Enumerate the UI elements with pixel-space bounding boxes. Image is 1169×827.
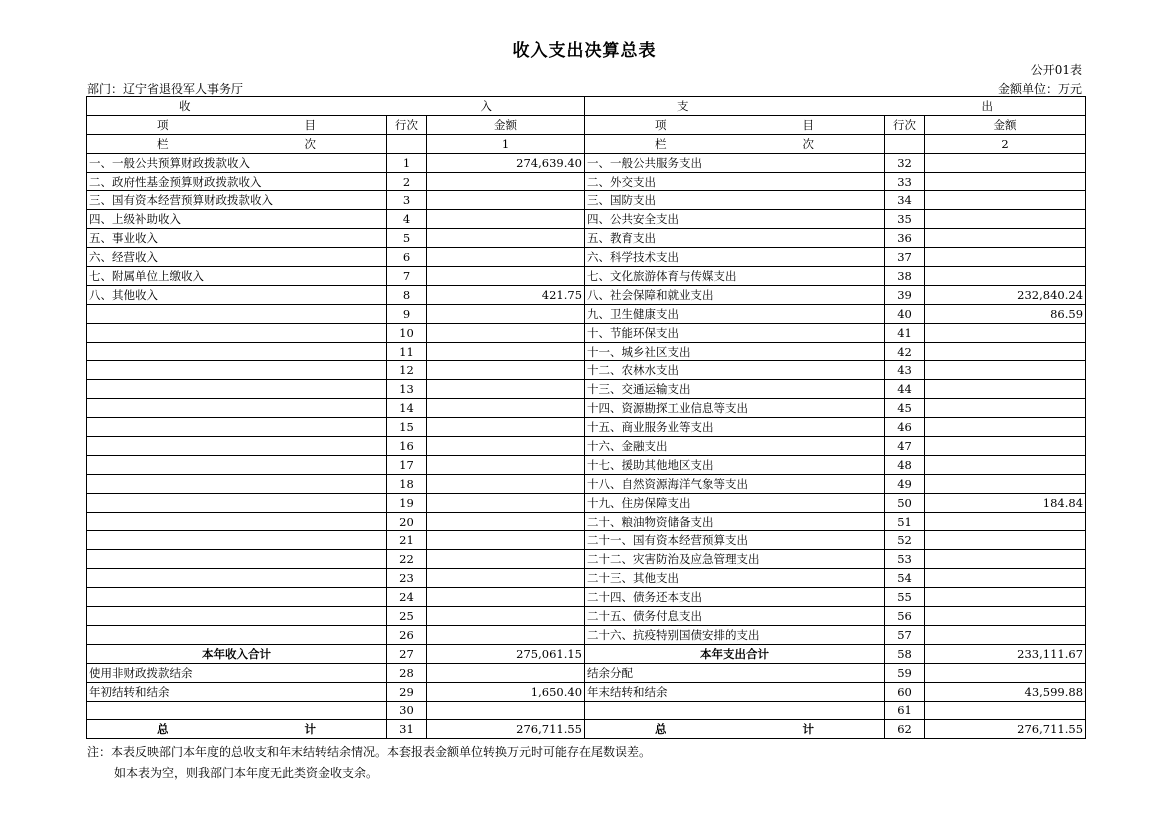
- expense-row-no: 54: [885, 569, 925, 588]
- table-row: [87, 682, 1086, 701]
- expense-head-char-1: 支: [677, 98, 689, 113]
- table-row: [87, 512, 1086, 531]
- income-item: [87, 455, 387, 474]
- expense-row-no: 51: [885, 512, 925, 531]
- income-row-no: 28: [387, 663, 427, 682]
- income-item: 年初结转和结余: [87, 682, 387, 701]
- income-amount: [427, 474, 585, 493]
- expense-row-no: 62: [885, 720, 925, 739]
- income-row-no: 13: [387, 380, 427, 399]
- income-item: 二、政府性基金预算财政拨款收入: [87, 172, 387, 191]
- income-item-header: [87, 115, 387, 134]
- income-amount: [427, 361, 585, 380]
- expense-item: 一、一般公共服务支出: [585, 153, 885, 172]
- expense-amount: [925, 267, 1086, 286]
- expense-amount: [925, 153, 1086, 172]
- income-row-no: 22: [387, 550, 427, 569]
- department-label: 部门：辽宁省退役军人事务厅: [87, 82, 244, 96]
- income-amount: [427, 531, 585, 550]
- header-row-columns: [87, 115, 1086, 134]
- income-amount: [427, 342, 585, 361]
- table-row: [87, 210, 1086, 229]
- income-amount: [427, 267, 585, 286]
- income-row-no: 7: [387, 267, 427, 286]
- income-row-no: 14: [387, 399, 427, 418]
- expense-row-no-header: 行次: [885, 115, 925, 134]
- expense-item: 八、社会保障和就业支出: [585, 285, 885, 304]
- expense-amount: [925, 361, 1086, 380]
- grand-total-label-char: 计: [304, 722, 316, 737]
- income-amount: [427, 229, 585, 248]
- expense-item: 结余分配: [585, 663, 885, 682]
- table-row: [87, 248, 1086, 267]
- expense-row-no: 61: [885, 701, 925, 720]
- income-row-no-header: 行次: [387, 115, 427, 134]
- budget-summary-table: [86, 96, 1086, 739]
- income-item: [87, 512, 387, 531]
- table-row: [87, 550, 1086, 569]
- income-row-no: 26: [387, 625, 427, 644]
- expense-item: 十三、交通运输支出: [585, 380, 885, 399]
- expense-column-number: 2: [925, 134, 1086, 153]
- income-amount: 421.75: [427, 285, 585, 304]
- income-item: 七、附属单位上缴收入: [87, 267, 387, 286]
- table-row: [87, 663, 1086, 682]
- income-row-no: 15: [387, 418, 427, 437]
- income-amount: [427, 607, 585, 626]
- income-head-char-1: 收: [179, 98, 191, 113]
- expense-amount: [925, 399, 1086, 418]
- expense-row-no: 47: [885, 437, 925, 456]
- table-row: [87, 474, 1086, 493]
- grand-total-label-char: 总: [655, 722, 667, 737]
- expense-amount: [925, 663, 1086, 682]
- expense-row-no: 59: [885, 663, 925, 682]
- expense-item: 十四、资源勘探工业信息等支出: [585, 399, 885, 418]
- expense-item: 十五、商业服务业等支出: [585, 418, 885, 437]
- column-head-char-1: 栏: [655, 136, 667, 151]
- income-row-no: 3: [387, 191, 427, 210]
- expense-item: 二十、粮油物资储备支出: [585, 512, 885, 531]
- expense-amount: 86.59: [925, 304, 1086, 323]
- footnote-line-2: 如本表为空，则我部门本年度无此类资金收支余。: [114, 766, 379, 780]
- expense-row-no: 41: [885, 323, 925, 342]
- table-row: [87, 569, 1086, 588]
- expense-item: [585, 701, 885, 720]
- expense-row-no: 50: [885, 493, 925, 512]
- income-item: [87, 588, 387, 607]
- table-row: [87, 229, 1086, 248]
- income-column-number: 1: [427, 134, 585, 153]
- expense-amount: 233,111.67: [925, 644, 1086, 663]
- column-head-char-1: 栏: [157, 136, 169, 151]
- expense-row-no: 56: [885, 607, 925, 626]
- expense-item: 二十一、国有资本经营预算支出: [585, 531, 885, 550]
- income-item: 五、事业收入: [87, 229, 387, 248]
- expense-amount: [925, 550, 1086, 569]
- expense-row-no: 39: [885, 285, 925, 304]
- income-amount: [427, 701, 585, 720]
- expense-grand-total-amount: 276,711.55: [925, 720, 1086, 739]
- expense-amount: [925, 418, 1086, 437]
- income-amount: [427, 625, 585, 644]
- expense-row-no: 46: [885, 418, 925, 437]
- expense-amount: [925, 455, 1086, 474]
- expense-amount-header: 金额: [925, 115, 1086, 134]
- table-row: [87, 380, 1086, 399]
- income-item: [87, 342, 387, 361]
- column-head-char-2: 次: [802, 136, 815, 151]
- income-item: [87, 323, 387, 342]
- expense-item-header: [585, 115, 885, 134]
- expense-item: 二十二、灾害防治及应急管理支出: [585, 550, 885, 569]
- income-header: [87, 97, 585, 116]
- expense-amount: 43,599.88: [925, 682, 1086, 701]
- expense-row-no: 49: [885, 474, 925, 493]
- income-amount: [427, 455, 585, 474]
- income-item: 一、一般公共预算财政拨款收入: [87, 153, 387, 172]
- income-row-no: 24: [387, 588, 427, 607]
- expense-amount: [925, 342, 1086, 361]
- expense-item: 十一、城乡社区支出: [585, 342, 885, 361]
- table-row: [87, 418, 1086, 437]
- expense-row-no: 42: [885, 342, 925, 361]
- income-item: [87, 569, 387, 588]
- income-item: 四、上级补助收入: [87, 210, 387, 229]
- income-row-no: 2: [387, 172, 427, 191]
- expense-row-no: 52: [885, 531, 925, 550]
- expense-item: 十八、自然资源海洋气象等支出: [585, 474, 885, 493]
- expense-amount: [925, 474, 1086, 493]
- expense-item: 十九、住房保障支出: [585, 493, 885, 512]
- table-row: [87, 493, 1086, 512]
- income-row-no: 5: [387, 229, 427, 248]
- income-item: [87, 550, 387, 569]
- income-row-no: 11: [387, 342, 427, 361]
- table-row: [87, 342, 1086, 361]
- income-item: [87, 361, 387, 380]
- income-item: 三、国有资本经营预算财政拨款收入: [87, 191, 387, 210]
- expense-amount: 232,840.24: [925, 285, 1086, 304]
- table-row: [87, 455, 1086, 474]
- income-item: [87, 399, 387, 418]
- expense-head-char-2: 出: [981, 98, 994, 113]
- table-row: [87, 531, 1086, 550]
- expense-item: 二十四、债务还本支出: [585, 588, 885, 607]
- income-row-no: 10: [387, 323, 427, 342]
- income-grand-total-label: [87, 720, 387, 739]
- income-column-label: [87, 134, 387, 153]
- grand-total-row: [87, 720, 1086, 739]
- expense-row-no: 44: [885, 380, 925, 399]
- income-row-no: 6: [387, 248, 427, 267]
- expense-amount: 184.84: [925, 493, 1086, 512]
- item-head-char-1: 项: [655, 117, 667, 132]
- expense-amount: [925, 588, 1086, 607]
- expense-row-no-blank: [885, 134, 925, 153]
- income-amount: [427, 588, 585, 607]
- income-item: [87, 493, 387, 512]
- expense-amount: [925, 437, 1086, 456]
- expense-item: 十六、金融支出: [585, 437, 885, 456]
- expense-item: 四、公共安全支出: [585, 210, 885, 229]
- expense-amount: [925, 380, 1086, 399]
- income-amount: [427, 380, 585, 399]
- income-item: [87, 474, 387, 493]
- income-row-no: 12: [387, 361, 427, 380]
- table-row: [87, 285, 1086, 304]
- expense-row-no: 60: [885, 682, 925, 701]
- expense-item: 年末结转和结余: [585, 682, 885, 701]
- expense-amount: [925, 531, 1086, 550]
- income-item: [87, 625, 387, 644]
- expense-item: 二十六、抗疫特别国债安排的支出: [585, 625, 885, 644]
- footnote-line-1: 注：本表反映部门本年度的总收支和年末结转结余情况。本套报表金额单位转换万元时可能存在尾数误差。: [87, 745, 652, 759]
- income-amount: [427, 172, 585, 191]
- form-code: 公开01表: [1030, 63, 1082, 77]
- item-head-char-2: 目: [802, 117, 815, 132]
- income-amount: 1,650.40: [427, 682, 585, 701]
- expense-item: 二、外交支出: [585, 172, 885, 191]
- income-amount: [427, 437, 585, 456]
- expense-amount: [925, 323, 1086, 342]
- expense-item: 二十三、其他支出: [585, 569, 885, 588]
- income-row-no: 23: [387, 569, 427, 588]
- table-row: [87, 304, 1086, 323]
- expense-row-no: 43: [885, 361, 925, 380]
- table-row: [87, 399, 1086, 418]
- income-row-no: 1: [387, 153, 427, 172]
- expense-amount: [925, 625, 1086, 644]
- expense-amount: [925, 607, 1086, 626]
- income-row-no: 4: [387, 210, 427, 229]
- expense-row-no: 35: [885, 210, 925, 229]
- income-item: [87, 304, 387, 323]
- income-amount: [427, 663, 585, 682]
- grand-total-label-char: 计: [802, 722, 815, 737]
- income-row-no: 31: [387, 720, 427, 739]
- table-row: [87, 172, 1086, 191]
- income-item: [87, 701, 387, 720]
- income-row-no: 17: [387, 455, 427, 474]
- income-row-no: 21: [387, 531, 427, 550]
- item-head-char-1: 项: [157, 117, 169, 132]
- income-item: [87, 531, 387, 550]
- expense-row-no: 38: [885, 267, 925, 286]
- expense-row-no: 45: [885, 399, 925, 418]
- header-row-column-numbers: [87, 134, 1086, 153]
- expense-item: 九、卫生健康支出: [585, 304, 885, 323]
- income-row-no: 9: [387, 304, 427, 323]
- income-amount: [427, 210, 585, 229]
- income-amount-header: 金额: [427, 115, 585, 134]
- income-row-no-blank: [387, 134, 427, 153]
- income-amount: [427, 493, 585, 512]
- expense-header: [585, 97, 1086, 116]
- income-item: [87, 380, 387, 399]
- expense-amount: [925, 191, 1086, 210]
- table-row: [87, 267, 1086, 286]
- unit-label: 金额单位：万元: [997, 82, 1082, 96]
- expense-amount: [925, 248, 1086, 267]
- year-total-row: [87, 644, 1086, 663]
- expense-row-no: 34: [885, 191, 925, 210]
- expense-item: 六、科学技术支出: [585, 248, 885, 267]
- expense-item: 十、节能环保支出: [585, 323, 885, 342]
- expense-row-no: 40: [885, 304, 925, 323]
- income-item: 六、经营收入: [87, 248, 387, 267]
- expense-item: 五、教育支出: [585, 229, 885, 248]
- income-row-no: 25: [387, 607, 427, 626]
- income-amount: [427, 569, 585, 588]
- income-amount: [427, 550, 585, 569]
- expense-amount: [925, 701, 1086, 720]
- expense-amount: [925, 512, 1086, 531]
- expense-item: 二十五、债务付息支出: [585, 607, 885, 626]
- table-row: [87, 588, 1086, 607]
- table-row: [87, 701, 1086, 720]
- income-amount: [427, 304, 585, 323]
- header-row-income-expense: [87, 97, 1086, 116]
- expense-column-label: [585, 134, 885, 153]
- table-row: [87, 191, 1086, 210]
- expense-row-no: 37: [885, 248, 925, 267]
- income-item: [87, 418, 387, 437]
- income-row-no: 27: [387, 644, 427, 663]
- income-amount: [427, 399, 585, 418]
- income-amount: [427, 323, 585, 342]
- table-row: [87, 607, 1086, 626]
- column-head-char-2: 次: [304, 136, 316, 151]
- income-row-no: 18: [387, 474, 427, 493]
- expense-item: 十二、农林水支出: [585, 361, 885, 380]
- expense-grand-total-label: [585, 720, 885, 739]
- income-amount: 274,639.40: [427, 153, 585, 172]
- income-row-no: 8: [387, 285, 427, 304]
- table-row: [87, 437, 1086, 456]
- income-row-no: 20: [387, 512, 427, 531]
- expense-row-no: 55: [885, 588, 925, 607]
- grand-total-label-char: 总: [157, 722, 169, 737]
- table-row: [87, 153, 1086, 172]
- income-amount: 275,061.15: [427, 644, 585, 663]
- income-amount: [427, 418, 585, 437]
- expense-amount: [925, 229, 1086, 248]
- income-amount: [427, 512, 585, 531]
- expense-item: 七、文化旅游体育与传媒支出: [585, 267, 885, 286]
- table-row: [87, 361, 1086, 380]
- item-head-char-2: 目: [304, 117, 316, 132]
- income-head-char-2: 入: [480, 98, 493, 113]
- income-item: 本年收入合计: [87, 644, 387, 663]
- expense-row-no: 53: [885, 550, 925, 569]
- expense-row-no: 57: [885, 625, 925, 644]
- income-item: [87, 607, 387, 626]
- expense-row-no: 33: [885, 172, 925, 191]
- expense-amount: [925, 172, 1086, 191]
- expense-row-no: 58: [885, 644, 925, 663]
- expense-item: 本年支出合计: [585, 644, 885, 663]
- expense-amount: [925, 569, 1086, 588]
- income-row-no: 29: [387, 682, 427, 701]
- expense-amount: [925, 210, 1086, 229]
- expense-row-no: 32: [885, 153, 925, 172]
- expense-item: 三、国防支出: [585, 191, 885, 210]
- income-amount: [427, 191, 585, 210]
- income-row-no: 19: [387, 493, 427, 512]
- income-grand-total-amount: 276,711.55: [427, 720, 585, 739]
- table-row: [87, 323, 1086, 342]
- income-item: [87, 437, 387, 456]
- expense-row-no: 36: [885, 229, 925, 248]
- income-row-no: 30: [387, 701, 427, 720]
- table-row: [87, 625, 1086, 644]
- income-row-no: 16: [387, 437, 427, 456]
- expense-item: 十七、援助其他地区支出: [585, 455, 885, 474]
- income-amount: [427, 248, 585, 267]
- expense-row-no: 48: [885, 455, 925, 474]
- income-item: 八、其他收入: [87, 285, 387, 304]
- page-title: 收入支出决算总表: [512, 41, 657, 61]
- income-item: 使用非财政拨款结余: [87, 663, 387, 682]
